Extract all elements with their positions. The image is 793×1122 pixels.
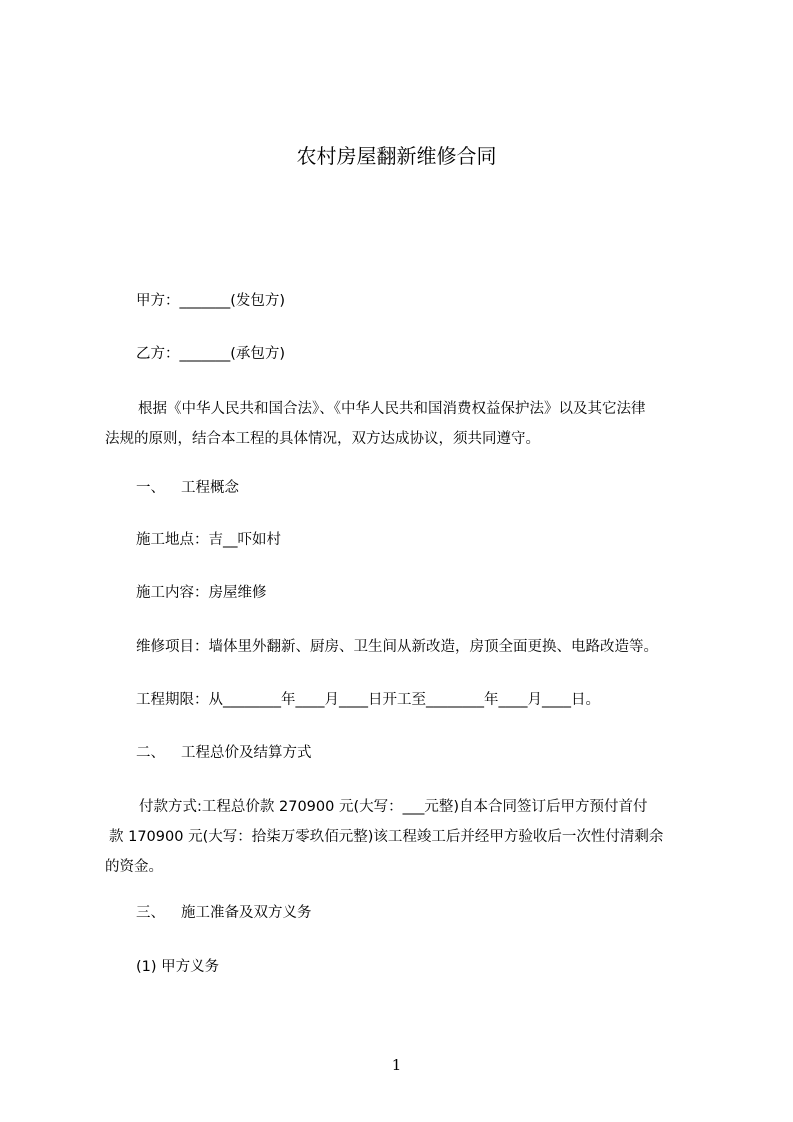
section-2-heading (136, 743, 312, 763)
payment-paragraph (105, 792, 701, 882)
payment-line-2: 款 170900 元(大写：拾柒万零玖佰元整)该工程竣工后并经甲方验收后一次性付清剩余 (109, 829, 664, 845)
section-1-heading (136, 478, 239, 498)
section-3-title: 施工准备及双方义务 (181, 905, 312, 921)
section-3-heading (136, 903, 312, 923)
period-line: 工程期限：从________年____月____日开工至________年____月____日。 (136, 692, 600, 708)
intro-line-2: 法规的原则，结合本工程的具体情况，双方达成协议，须共同遵守。 (105, 431, 540, 447)
content-line: 施工内容：房屋维修 (136, 585, 267, 601)
sub-1-line: (1) 甲方义务 (136, 959, 220, 975)
page-number: 1 (391, 1056, 402, 1074)
section-2-title: 工程总价及结算方式 (181, 745, 312, 761)
site-line: 施工地点：吉__吓如村 (136, 532, 281, 548)
section-2-number: 二、 (136, 745, 165, 761)
document-title: 农村房屋翻新维修合同 (296, 144, 497, 168)
section-1-number: 一、 (136, 480, 165, 496)
party-a-line: 甲方：_______(发包方) (136, 293, 286, 309)
party-b-line: 乙方：_______(承包方) (136, 346, 286, 362)
section-3-number: 三、 (136, 905, 165, 921)
intro-line-1: 根据《中华人民共和国合法》、《中华人民共和国消费权益保护法》以及其它法律 (138, 401, 646, 417)
payment-line-3: 的资金。 (105, 859, 163, 875)
intro-paragraph (105, 394, 701, 454)
items-line: 维修项目：墙体里外翻新、厨房、卫生间从新改造，房顶全面更换、电路改造等。 (136, 639, 658, 655)
section-1-title: 工程概念 (181, 480, 239, 496)
payment-line-1: 付款方式:工程总价款 270900 元(大写：___元整)自本合同签订后甲方预付首付 (139, 799, 648, 815)
